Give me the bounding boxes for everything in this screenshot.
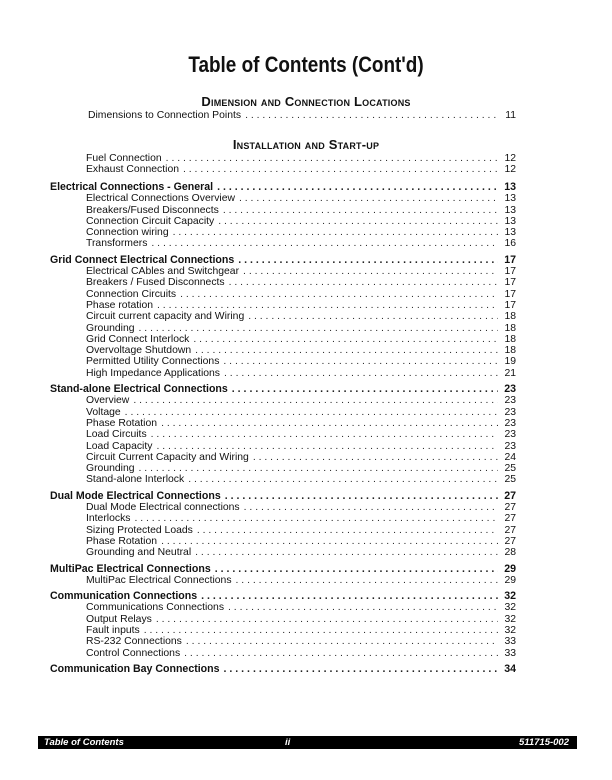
- toc-entry-label: Connection Circuit Capacity: [86, 215, 215, 227]
- toc-entry[interactable]: [50, 395, 516, 406]
- footer-page-number: ii: [285, 737, 291, 748]
- toc-entry-page: 18: [504, 333, 516, 345]
- toc-entry-page: 18: [504, 311, 516, 323]
- section-heading-dimension: [0, 94, 612, 109]
- toc-entry-label: Exhaust Connection: [86, 164, 179, 176]
- toc-entry-page: 32: [504, 602, 516, 614]
- toc-entry-page: 27: [504, 502, 516, 514]
- toc-entry-label: Grounding: [86, 463, 135, 475]
- toc-entry-label: Dual Mode Electrical connections: [86, 502, 240, 514]
- toc-section-entry[interactable]: [50, 255, 516, 266]
- toc-section-entry[interactable]: [50, 182, 516, 193]
- toc-entry-label: RS-232 Connections: [86, 636, 182, 648]
- toc-entry-page: 27: [504, 535, 516, 547]
- toc-entry[interactable]: [50, 216, 516, 227]
- toc-entry-page: 27: [504, 513, 516, 525]
- leader-dots: [157, 300, 498, 311]
- toc-entry-label: Communications Connections: [86, 602, 225, 614]
- footer-left-text: Table of Contents: [44, 737, 124, 748]
- toc-entry-label: Breakers / Fused Disconnects: [86, 277, 225, 289]
- leader-dots: [195, 547, 498, 558]
- toc-entry-label: Interlocks: [86, 513, 131, 525]
- toc-entry[interactable]: [50, 648, 516, 659]
- leader-dots: [225, 491, 498, 502]
- leader-dots: [232, 384, 498, 395]
- toc-entry[interactable]: [50, 334, 516, 345]
- toc-section-entry[interactable]: [50, 491, 516, 502]
- leader-dots: [151, 429, 498, 440]
- leader-dots: [253, 452, 498, 463]
- toc-entry-page: 13: [504, 227, 516, 239]
- toc-entry[interactable]: [50, 266, 516, 277]
- toc-entry-page: 28: [504, 547, 516, 559]
- leader-dots: [161, 536, 498, 547]
- toc-entry-page: 33: [504, 647, 516, 659]
- toc-entry-page: 32: [504, 624, 516, 636]
- toc-entry[interactable]: [50, 110, 516, 121]
- toc-section-entry[interactable]: [50, 564, 516, 575]
- toc-section-entry-page: 27: [504, 489, 516, 502]
- leader-dots: [173, 227, 498, 238]
- toc-entry-page: 17: [504, 266, 516, 278]
- toc-entry-label: Dimensions to Connection Points: [88, 110, 242, 121]
- toc-entry-label: Grid Connect Interlock: [86, 333, 190, 345]
- toc-entry-label: Grounding: [86, 322, 135, 334]
- toc-entry[interactable]: [50, 277, 516, 288]
- leader-dots: [156, 614, 498, 625]
- toc-entry-label: Phase Rotation: [86, 535, 158, 547]
- toc-entry-page: 23: [504, 395, 516, 407]
- toc-entry[interactable]: [50, 289, 516, 300]
- leader-dots: [228, 602, 498, 613]
- leader-dots: [236, 575, 498, 586]
- toc-entry[interactable]: [50, 323, 516, 334]
- toc-entry-page: 32: [504, 613, 516, 625]
- leader-dots: [195, 345, 498, 356]
- leader-dots: [243, 266, 498, 277]
- toc-entry-label: Connection wiring: [86, 227, 169, 239]
- toc-entry-label: Grounding and Neutral: [86, 547, 192, 559]
- toc-entry[interactable]: [50, 513, 516, 524]
- toc-entry-label: Breakers/Fused Disconnects: [86, 204, 219, 216]
- toc-entry-label: Output Relays: [86, 613, 152, 625]
- toc-entry[interactable]: [50, 238, 516, 249]
- toc-entry-label: Circuit current capacity and Wiring: [86, 311, 245, 323]
- leader-dots: [184, 648, 498, 659]
- toc-entry-page: 13: [504, 204, 516, 216]
- toc-entry[interactable]: [50, 311, 516, 322]
- toc-entry-label: MultiPac Electrical Connections: [86, 574, 232, 586]
- toc-entry-label: Control Connections: [86, 647, 181, 659]
- toc-dimension-list: [50, 110, 516, 121]
- toc-section-entry-label: Dual Mode Electrical Connections: [50, 489, 221, 502]
- toc-entry-page: 12: [504, 164, 516, 176]
- toc-section-entry[interactable]: [50, 664, 516, 675]
- footer-doc-number: 511715-002: [518, 737, 569, 748]
- toc-entry-label: Overvoltage Shutdown: [86, 345, 192, 357]
- toc-entry-page: 23: [504, 429, 516, 441]
- toc-section-entry-label: Communication Bay Connections: [50, 662, 220, 675]
- toc-entry[interactable]: [50, 441, 516, 452]
- toc-entry[interactable]: [50, 474, 516, 485]
- toc-entry-label: Overview: [86, 395, 130, 407]
- leader-dots: [223, 356, 498, 367]
- leader-dots: [139, 323, 498, 334]
- toc-section-entry-label: Grid Connect Electrical Connections: [50, 253, 235, 266]
- leader-dots: [224, 368, 498, 379]
- toc-entry-label: Phase Rotation: [86, 417, 158, 429]
- leader-dots: [166, 153, 498, 164]
- toc-entry-page: 29: [504, 574, 516, 586]
- toc-entry[interactable]: [50, 429, 516, 440]
- toc-entry-page: 21: [504, 367, 516, 379]
- toc-section-entry-label: Stand-alone Electrical Connections: [50, 383, 228, 396]
- toc-section-entry[interactable]: [50, 591, 516, 602]
- leader-dots: [245, 110, 498, 121]
- toc-entry-page: 17: [504, 288, 516, 300]
- leader-dots: [238, 255, 498, 266]
- toc-entry-page: 23: [504, 406, 516, 418]
- toc-entry-page: 11: [505, 110, 516, 121]
- toc-entry-label: Transformers: [86, 238, 148, 250]
- toc-section-entry-label: Communication Connections: [50, 590, 198, 603]
- toc-entry-label: Fault inputs: [86, 624, 140, 636]
- toc-section-entry-page: 13: [504, 181, 516, 193]
- toc-entry[interactable]: [50, 602, 516, 613]
- toc-entry-page: 17: [504, 277, 516, 289]
- toc-entry-page: 13: [504, 215, 516, 227]
- leader-dots: [144, 625, 498, 636]
- toc-entry-page: 13: [504, 193, 516, 205]
- toc-entry-page: 24: [504, 451, 516, 463]
- toc-section-entry-page: 29: [504, 562, 516, 575]
- toc-entry[interactable]: [50, 452, 516, 463]
- toc-entry-page: 16: [504, 238, 516, 250]
- leader-dots: [229, 277, 498, 288]
- toc-entry-label: Circuit Current Capacity and Wiring: [86, 451, 249, 463]
- leader-dots: [244, 502, 498, 513]
- toc-entry[interactable]: [50, 356, 516, 367]
- toc-entry[interactable]: [50, 463, 516, 474]
- toc-entry-page: 25: [504, 463, 516, 475]
- toc-entry-label: Load Circuits: [86, 429, 147, 441]
- leader-dots: [215, 564, 498, 575]
- toc-entry-label: Fuel Connection: [86, 153, 162, 164]
- toc-entry-page: 12: [504, 153, 516, 164]
- toc-entry[interactable]: [50, 164, 516, 175]
- toc-entry[interactable]: [50, 547, 516, 558]
- leader-dots: [151, 238, 498, 249]
- toc-entry[interactable]: [50, 502, 516, 513]
- toc-entry-label: Phase rotation: [86, 299, 154, 311]
- leader-dots: [248, 311, 498, 322]
- leader-dots: [197, 525, 498, 536]
- toc-entry[interactable]: [50, 418, 516, 429]
- leader-dots: [193, 334, 498, 345]
- toc-entry-page: 33: [504, 636, 516, 648]
- toc-main-list: [50, 182, 516, 675]
- toc-entry-label: Load Capacity: [86, 440, 153, 452]
- toc-entry[interactable]: [50, 525, 516, 536]
- leader-dots: [133, 395, 498, 406]
- toc-entry[interactable]: [50, 205, 516, 216]
- section-heading-installation-text: Installation and Start-up: [232, 137, 380, 152]
- toc-entry[interactable]: [50, 153, 516, 164]
- leader-dots: [134, 513, 498, 524]
- footer-bar: [38, 736, 577, 749]
- toc-section-entry-label: MultiPac Electrical Connections: [50, 562, 211, 575]
- toc-entry-label: Electrical CAbles and Switchgear: [86, 266, 240, 278]
- leader-dots: [180, 289, 498, 300]
- leader-dots: [217, 182, 498, 193]
- toc-entry[interactable]: [50, 536, 516, 547]
- toc-entry-label: Connection Circuits: [86, 288, 177, 300]
- toc-entry-page: 17: [504, 299, 516, 311]
- toc-entry-label: High Impedance Applications: [86, 367, 221, 379]
- toc-entry-label: Sizing Protected Loads: [86, 524, 193, 536]
- section-heading-installation: [0, 137, 612, 152]
- toc-entry-page: 27: [504, 524, 516, 536]
- leader-dots: [188, 474, 498, 485]
- toc-section-entry-label: Electrical Connections - General: [50, 181, 214, 193]
- toc-section-entry-page: 32: [504, 590, 516, 603]
- toc-entry-label: Electrical Connections Overview: [86, 193, 235, 205]
- toc-entry[interactable]: [50, 636, 516, 647]
- toc-entry-page: 18: [504, 345, 516, 357]
- toc-entry[interactable]: [50, 368, 516, 379]
- toc-entry[interactable]: [50, 407, 516, 418]
- toc-installation-list: [50, 153, 516, 176]
- toc-entry-label: Voltage: [86, 406, 121, 418]
- toc-entry[interactable]: [50, 345, 516, 356]
- leader-dots: [161, 418, 498, 429]
- toc-entry-page: 25: [504, 474, 516, 486]
- leader-dots: [186, 636, 498, 647]
- toc-section-entry-page: 34: [504, 662, 516, 675]
- page-title: Table of Contents (Cont'd): [188, 52, 424, 77]
- leader-dots: [201, 591, 498, 602]
- toc-entry[interactable]: [50, 193, 516, 204]
- section-heading-dimension-text: Dimension and Connection Locations: [201, 94, 411, 109]
- leader-dots: [218, 216, 498, 227]
- toc-entry-page: 19: [504, 356, 516, 368]
- leader-dots: [223, 205, 498, 216]
- toc-section-entry-page: 17: [504, 253, 516, 266]
- leader-dots: [224, 664, 498, 675]
- leader-dots: [183, 164, 498, 175]
- leader-dots: [125, 407, 498, 418]
- toc-section-entry-page: 23: [504, 383, 516, 396]
- leader-dots: [156, 441, 498, 452]
- toc-entry[interactable]: [50, 300, 516, 311]
- toc-entry[interactable]: [50, 575, 516, 586]
- toc-entry[interactable]: [50, 227, 516, 238]
- toc-entry-page: 18: [504, 322, 516, 334]
- leader-dots: [239, 193, 498, 204]
- toc-entry[interactable]: [50, 625, 516, 636]
- toc-section-entry[interactable]: [50, 384, 516, 395]
- toc-entry-page: 23: [504, 417, 516, 429]
- toc-entry-page: 23: [504, 440, 516, 452]
- toc-entry[interactable]: [50, 614, 516, 625]
- toc-entry-label: Permitted Utility Connections: [86, 356, 220, 368]
- toc-entry-label: Stand-alone Interlock: [86, 474, 185, 486]
- leader-dots: [139, 463, 498, 474]
